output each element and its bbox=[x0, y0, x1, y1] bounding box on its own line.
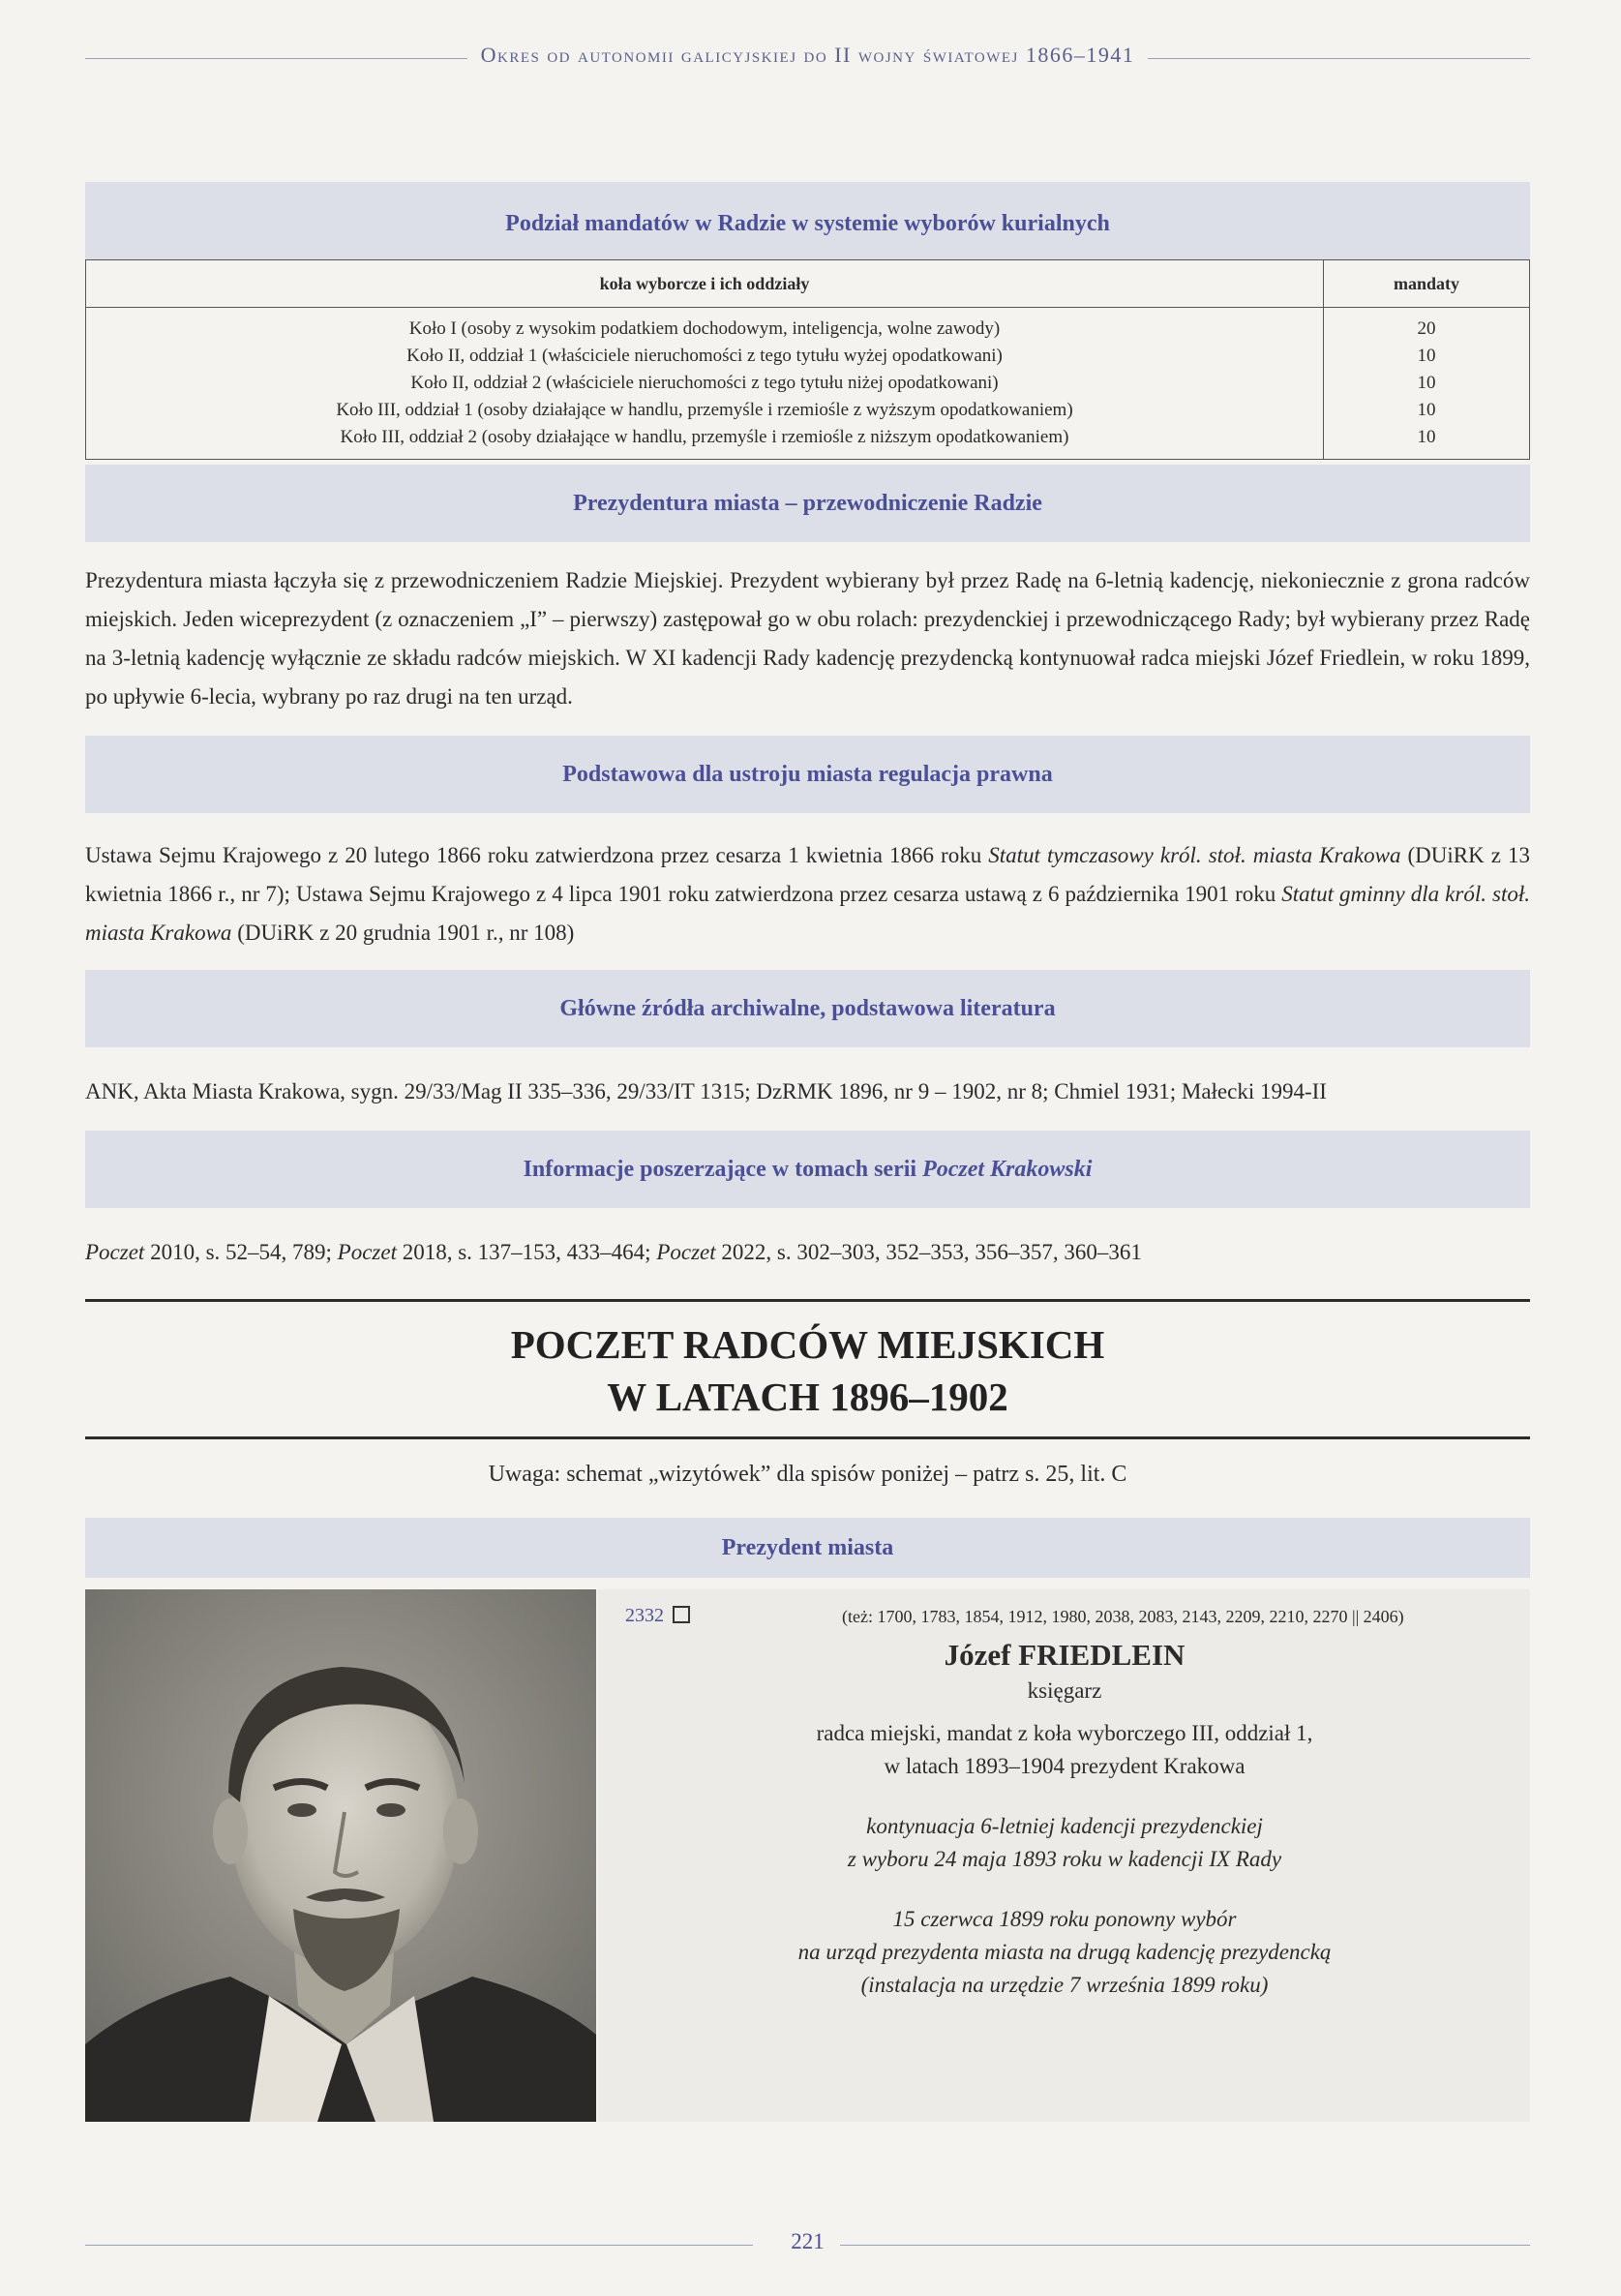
statute-title-1866: Statut tymczasowy król. stoł. miasta Krakowa bbox=[988, 843, 1401, 867]
role-line: radca miejski, mandat z koła wyborczego III, oddział 1, bbox=[816, 1721, 1313, 1745]
running-header bbox=[85, 43, 1530, 72]
table-row-label: Koło II, oddział 1 (właściciele nieruchomości z tego tytułu wyżej opodatkowani) bbox=[406, 346, 1003, 366]
table-row-value: 10 bbox=[1417, 400, 1436, 420]
table-row-value: 20 bbox=[1417, 318, 1436, 339]
card-number bbox=[625, 1605, 690, 1627]
president-title-text: Prezydent miasta bbox=[721, 1535, 894, 1560]
table-row-label: Koło III, oddział 2 (osoby działające w handlu, przemyśle i rzemiośle z niższym opodatkowaniem) bbox=[340, 427, 1069, 447]
card-number-text: 2332 bbox=[625, 1605, 664, 1626]
sources-paragraph: ANK, Akta Miasta Krakowa, sygn. 29/33/Mag II 335–336, 29/33/IT 1315; DzRMK 1896, nr 9 – 1902, nr 8; Chmiel 1931; Małecki 1994-II bbox=[85, 1079, 1327, 1103]
legal-paragraph bbox=[85, 836, 1530, 952]
legal-text-part: (DUiRK z 13 kwietnia 1866 r., nr 7); Ustawa Sejmu Krajowego z 4 lipca 1901 roku zatwierdzona przez cesarza ustawą z 6 października 1901 roku bbox=[85, 843, 1531, 906]
term-note-line: kontynuacja 6-letniej kadencji prezydenckiej bbox=[866, 1814, 1263, 1838]
mandates-table bbox=[85, 259, 1530, 460]
table-row-label: Koło III, oddział 1 (osoby działające w handlu, przemyśle i rzemiośle z wyższym opodatkowaniem) bbox=[336, 400, 1073, 420]
table-header-row bbox=[86, 260, 1530, 308]
table-row-label: Koło I (osoby z wysokim podatkiem dochodowym, inteligencja, wolne zawody) bbox=[408, 318, 1001, 339]
reelection-note-line: 15 czerwca 1899 roku ponowny wybór bbox=[892, 1907, 1237, 1931]
sources-section-title bbox=[85, 970, 1530, 1047]
checkbox-icon bbox=[673, 1606, 690, 1623]
person-name bbox=[600, 1638, 1529, 1673]
table-row-value: 10 bbox=[1417, 427, 1436, 447]
page-footer bbox=[85, 2229, 1530, 2258]
legal-text-part: Ustawa Sejmu Krajowego z 20 lutego 1866 roku zatwierdzona przez cesarza 1 kwietnia 1866 roku bbox=[85, 843, 989, 867]
legal-text-part: (DUiRK z 20 grudnia 1901 r., nr 108) bbox=[231, 921, 575, 945]
term-note bbox=[600, 1810, 1529, 1876]
card-cross-refs: (też: 1700, 1783, 1854, 1912, 1980, 2038, 2083, 2143, 2209, 2210, 2270 || 2406) bbox=[842, 1607, 1404, 1626]
main-title-line2: W LATACH 1896–1902 bbox=[607, 1375, 1008, 1419]
portrait-illustration bbox=[85, 1589, 596, 2122]
legal-title-text: Podstawowa dla ustroju miasta regulacja prawna bbox=[562, 762, 1053, 787]
title-bottom-rule bbox=[85, 1436, 1530, 1439]
info-paragraph bbox=[85, 1233, 1530, 1272]
info-section-title bbox=[85, 1131, 1530, 1208]
presidency-section-title bbox=[85, 465, 1530, 542]
mandates-section-title bbox=[85, 182, 1530, 259]
reelection-note-line: (instalacja na urzędzie 7 września 1899 roku) bbox=[860, 1973, 1269, 1997]
table-col-mandates: mandaty bbox=[1324, 260, 1530, 308]
table-row-value: 10 bbox=[1417, 373, 1436, 393]
reelection-note bbox=[600, 1903, 1529, 2002]
title-top-rule bbox=[85, 1299, 1530, 1302]
presidency-paragraph: Prezydentura miasta łączyła się z przewodniczeniem Radzie Miejskiej. Prezydent wybierany był przez Radę na 6-letnią kadencję, niekoniecznie z grona radców miejskich. Jeden wiceprezydent (z oznaczeniem „I” – pierwszy) zastępował go w obu rolach: prezydenckiej i przewodniczącego Rady; był wybierany przez Radę na 3-letnią kadencję wyłącznie ze składu radców miejskich. W XI kadencji Rady kadencję prezydencką kontynuował radca miejski Józef Friedlein, w roku 1899, po upływie 6-lecia, wybrany po raz drugi na ten urząd. bbox=[85, 568, 1530, 709]
sources-title-text: Główne źródła archiwalne, podstawowa literatura bbox=[559, 996, 1056, 1021]
series-pages: 2010, s. 52–54, 789; bbox=[144, 1240, 338, 1264]
series-ref: Poczet bbox=[337, 1240, 397, 1264]
info-title-series: Poczet Krakowski bbox=[922, 1157, 1093, 1182]
series-ref: Poczet bbox=[656, 1240, 716, 1264]
table-row-value: 10 bbox=[1417, 346, 1436, 366]
series-pages: 2022, s. 302–303, 352–353, 356–357, 360–361 bbox=[715, 1240, 1142, 1264]
table-body-row bbox=[86, 308, 1530, 460]
mandates-title-text: Podział mandatów w Radzie w systemie wyborów kurialnych bbox=[505, 211, 1110, 236]
statute-title-1901: Statut gminny dla król. stoł. miasta Krakowa bbox=[85, 882, 1530, 945]
role-line: w latach 1893–1904 prezydent Krakowa bbox=[884, 1754, 1246, 1778]
legal-section-title bbox=[85, 736, 1530, 813]
page-number: 221 bbox=[791, 2229, 825, 2253]
main-title-line1: POCZET RADCÓW MIEJSKICH bbox=[510, 1322, 1105, 1367]
person-profession: księgarz bbox=[1027, 1678, 1102, 1703]
presidency-title-text: Prezydentura miasta – przewodniczenie Radzie bbox=[573, 491, 1042, 516]
schema-note: Uwaga: schemat „wizytówek” dla spisów poniżej – patrz s. 25, lit. C bbox=[488, 1462, 1127, 1487]
table-labels-cell bbox=[86, 308, 1324, 460]
table-col-circles: koła wyborcze i ich oddziały bbox=[86, 260, 1324, 308]
table-row-label: Koło II, oddział 2 (właściciele nieruchomości z tego tytułu niżej opodatkowani) bbox=[410, 373, 999, 393]
person-role bbox=[600, 1717, 1529, 1783]
table-values-cell bbox=[1324, 308, 1530, 460]
info-title-text: Informacje poszerzające w tomach serii bbox=[523, 1157, 923, 1182]
portrait-photo bbox=[85, 1589, 596, 2122]
main-title bbox=[85, 1318, 1530, 1423]
series-pages: 2018, s. 137–153, 433–464; bbox=[396, 1240, 657, 1264]
reelection-note-line: na urząd prezydenta miasta na drugą kadencję prezydencką bbox=[797, 1940, 1332, 1964]
series-ref: Poczet bbox=[85, 1240, 145, 1264]
running-header-text: Okres od autonomii galicyjskiej do II wojny światowej 1866–1941 bbox=[467, 43, 1149, 67]
person-last-name: FRIEDLEIN bbox=[1018, 1638, 1186, 1672]
term-note-line: z wyboru 24 maja 1893 roku w kadencji IX Rady bbox=[847, 1847, 1282, 1871]
president-section-title bbox=[85, 1518, 1530, 1578]
person-first-name: Józef bbox=[944, 1638, 1011, 1672]
